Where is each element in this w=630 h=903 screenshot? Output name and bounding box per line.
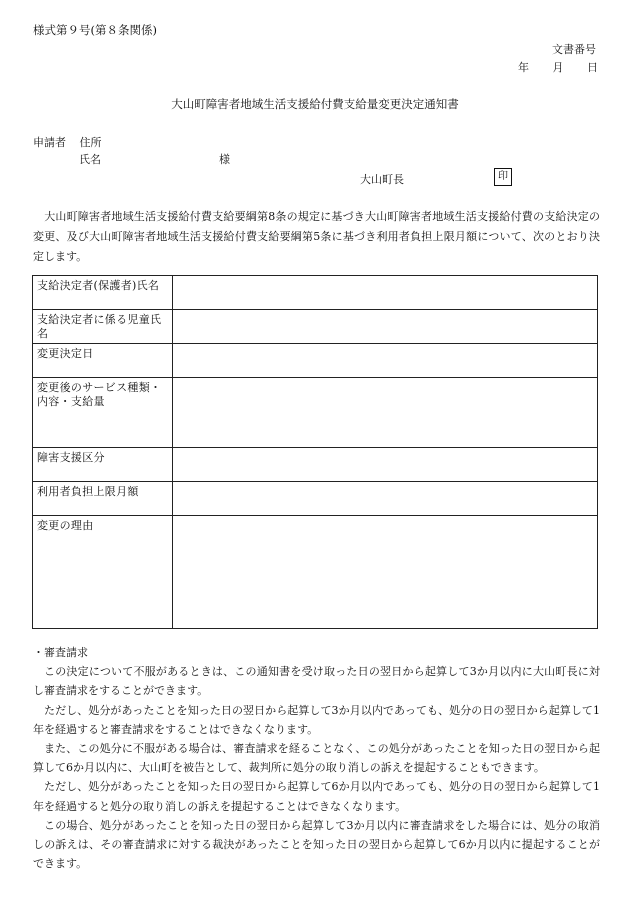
- mayor-label: 大山町長: [360, 173, 404, 186]
- table-row: [33, 516, 598, 629]
- review-paragraph: また、この処分に不服がある場合は、審査請求を経ることなく、この処分があったことを知った日の翌日から起算して6か月以内に、大山町を被告として、裁判所に処分の取り消しの訴えを提起することもできます。: [33, 742, 600, 775]
- row-value-child-name: [173, 310, 598, 344]
- row-label-monthly-limit: 利用者負担上限月額: [33, 482, 173, 516]
- review-paragraph: この決定について不服があるときは、この通知書を受け取った日の翌日から起算して3か月以内に大山町長に対し審査請求をすることができます。: [33, 665, 600, 698]
- table-row: [33, 482, 598, 516]
- review-request-section: [33, 643, 600, 873]
- row-label-recipient-name: 支給決定者(保護者)氏名: [33, 276, 173, 310]
- table-row: [33, 276, 598, 310]
- notice-body-content: 大山町障害者地域生活支援給付費支給要綱第8条の規定に基づき大山町障害者地域生活支援給付費の支給決定の変更、及び大山町障害者地域生活支援給付費支給要綱第5条に基づき利用者負担上限月額について、次のとおり決定します。: [33, 210, 600, 263]
- review-heading: ・審査請求: [33, 646, 88, 659]
- date-line: [498, 60, 598, 77]
- row-value-recipient-name: [173, 276, 598, 310]
- row-value-change-reason: [173, 516, 598, 629]
- date-day: 日: [587, 61, 598, 74]
- applicant-name-label: 氏名: [79, 153, 101, 166]
- decision-table: [32, 275, 598, 629]
- review-paragraph: この場合、処分があったことを知った日の翌日から起算して3か月以内に審査請求をした場合には、処分の取消しの訴えは、その審査請求に対する裁決があったことを知った日の翌日から起算して6か月以内に提起することができます。: [33, 818, 600, 871]
- table-row: [33, 310, 598, 344]
- seal-stamp: 印: [494, 168, 512, 186]
- table-row: [33, 448, 598, 482]
- row-label-support-category: 障害支援区分: [33, 448, 173, 482]
- table-row: [33, 344, 598, 378]
- row-value-change-date: [173, 344, 598, 378]
- notice-body-text: [33, 207, 600, 267]
- review-paragraph: ただし、処分があったことを知った日の翌日から起算して6か月以内であっても、処分の日の翌日から起算して1年を経過すると処分の取り消しの訴えを提起することはできなくなります。: [33, 780, 600, 813]
- row-value-service: [173, 378, 598, 448]
- applicant-label: 申請者: [33, 136, 66, 149]
- row-value-support-category: [173, 448, 598, 482]
- row-label-change-date: 変更決定日: [33, 344, 173, 378]
- document-title: 大山町障害者地域生活支援給付費支給量変更決定通知書: [171, 97, 459, 111]
- date-year: 年: [518, 61, 529, 74]
- row-label-service: 変更後のサービス種類・内容・支給量: [33, 378, 173, 448]
- applicant-address-row: [33, 135, 102, 152]
- row-value-monthly-limit: [173, 482, 598, 516]
- row-label-child-name: 支給決定者に係る児童氏名: [33, 310, 173, 344]
- document-number-label: 文書番号: [552, 43, 596, 56]
- date-month: 月: [552, 61, 564, 74]
- address-label: 住所: [79, 136, 102, 149]
- honorific-label: 様: [219, 153, 230, 166]
- form-number-label: 様式第９号(第８条関係): [33, 23, 157, 37]
- table-row: [33, 378, 598, 448]
- row-label-change-reason: 変更の理由: [33, 516, 173, 629]
- review-paragraph: ただし、処分があったことを知った日の翌日から起算して3か月以内であっても、処分の日の翌日から起算して1年を経過すると審査請求をすることはできなくなります。: [33, 703, 600, 736]
